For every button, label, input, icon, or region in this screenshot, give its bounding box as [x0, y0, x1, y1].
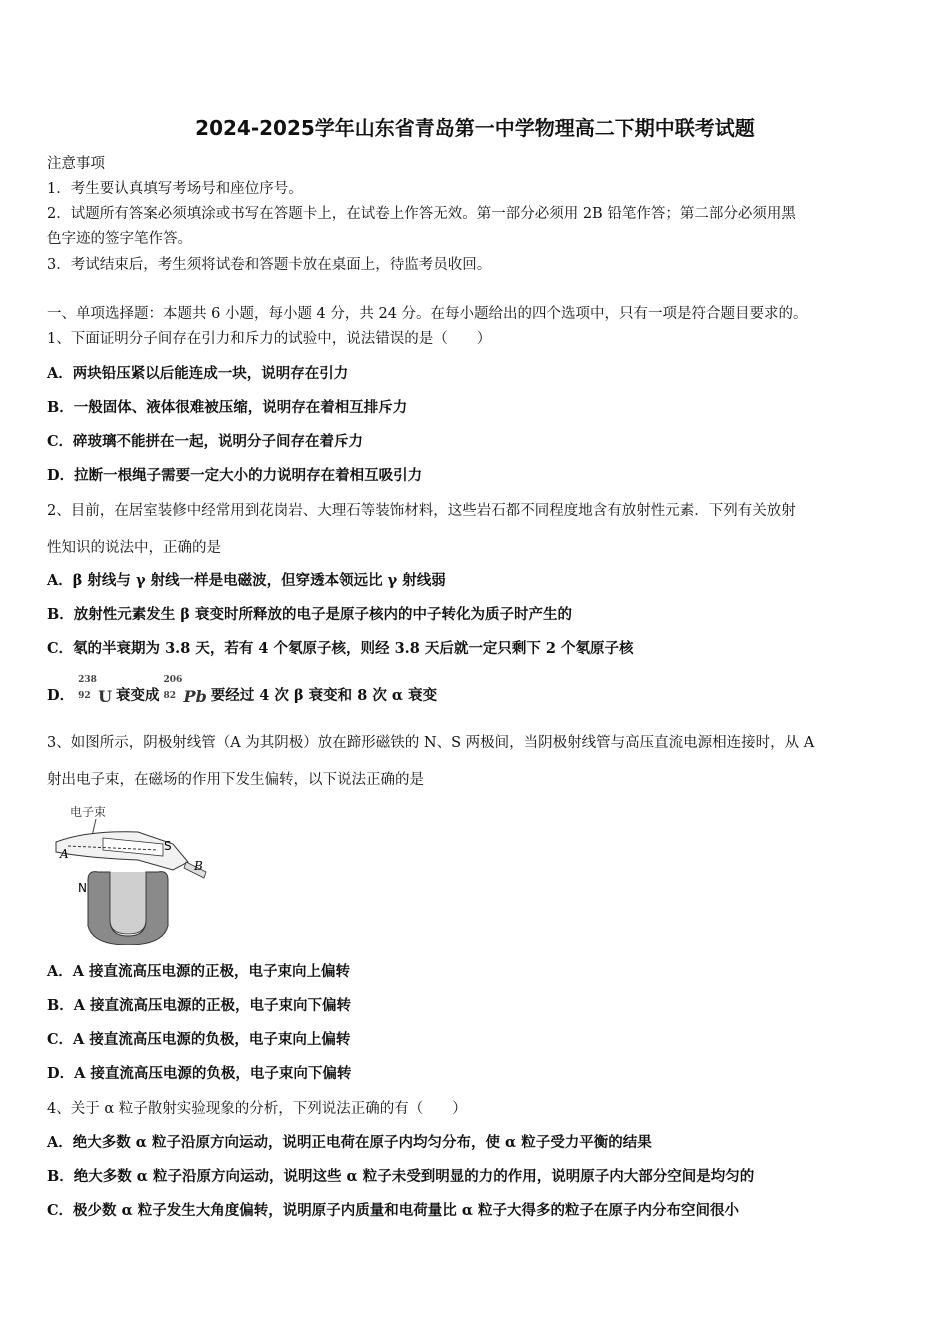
notice-item: 色字迹的签字笔作答。	[47, 231, 192, 247]
uranium-isotope	[78, 674, 113, 706]
atomic-number: 92	[78, 690, 91, 701]
q4-stem: 4、关于 α 粒子散射实验现象的分析，下列说法正确的有（ ）	[47, 1101, 467, 1117]
q4-option-c: C．极少数 α 粒子发生大角度偏转，说明原子内质量和电荷量比 α 粒子大得多的粒子在原子内分布空间很小	[47, 1202, 740, 1219]
q3-option-d: D．A 接直流高压电源的负极，电子束向下偏转	[47, 1065, 352, 1082]
notice-item: 3．考试结束后，考生须将试卷和答题卡放在桌面上，待监考员收回。	[47, 257, 492, 273]
q3-stem-cont: 射出电子束，在磁场的作用下发生偏转，以下说法正确的是	[47, 772, 424, 788]
q4-option-a: A．绝大多数 α 粒子沿原方向运动，说明正电荷在原子内均匀分布，使 α 粒子受力平衡的结果	[47, 1134, 652, 1151]
q1-option-d: D．拉断一根绳子需要一定大小的力说明存在着相互吸引力	[47, 467, 423, 484]
q2-stem-cont: 性知识的说法中，正确的是	[47, 540, 221, 556]
q3-option-c: C．A 接直流高压电源的负极，电子束向上偏转	[47, 1031, 351, 1048]
lead-isotope	[163, 674, 207, 706]
section-heading: 一、单项选择题：本题共 6 小题，每小题 4 分，共 24 分。在每小题给出的四个选项中，只有一项是符合题目要求的。	[47, 306, 808, 322]
q2-option-a: A．β 射线与 γ 射线一样是电磁波，但穿透本领远比 γ 射线弱	[47, 572, 446, 589]
q2-option-b: B．放射性元素发生 β 衰变时所释放的电子是原子核内的中子转化为质子时产生的	[47, 606, 572, 623]
cathode-ray-tube-figure	[48, 800, 213, 945]
q3-option-b: B．A 接直流高压电源的正极，电子束向下偏转	[47, 997, 352, 1014]
q4-option-b: B．绝大多数 α 粒子沿原方向运动，说明这些 α 粒子未受到明显的力的作用，说明原子内大部分空间是均匀的	[47, 1168, 755, 1185]
label-n-pole: N	[78, 881, 87, 895]
label-s-pole: S	[164, 839, 172, 853]
q2-option-d	[47, 674, 438, 706]
notice-heading: 注意事项	[47, 156, 105, 172]
q1-option-c: C．碎玻璃不能拼在一起，说明分子间存在着斥力	[47, 433, 364, 450]
q2-option-c: C．氡的半衰期为 3.8 天，若有 4 个氡原子核，则经 3.8 天后就一定只剩下 2 个氡原子核	[47, 640, 634, 657]
page-title: 2024-2025学年山东省青岛第一中学物理高二下期中联考试题	[195, 116, 755, 140]
magnet-inner	[110, 872, 146, 934]
mass-number: 206	[163, 674, 183, 685]
option-d-prefix: D．	[47, 687, 75, 704]
q3-option-a: A．A 接直流高压电源的正极，电子束向上偏转	[47, 963, 351, 980]
atomic-number: 82	[163, 690, 177, 701]
option-d-suffix: 要经过 4 次 β 衰变和 8 次 α 衰变	[210, 687, 438, 704]
notice-item: 1．考生要认真填写考场号和座位序号。	[47, 181, 303, 197]
option-d-mid: 衰变成	[116, 687, 160, 704]
mass-number: 238	[78, 674, 97, 685]
element-symbol: U	[98, 686, 113, 706]
q1-option-a: A．两块铅压紧以后能连成一块，说明存在引力	[47, 365, 349, 382]
label-b: B	[194, 859, 203, 873]
element-symbol: Pb	[183, 686, 207, 706]
q1-option-b: B．一般固体、液体很难被压缩，说明存在着相互排斥力	[47, 399, 408, 416]
q2-stem: 2、目前，在居室装修中经常用到花岗岩、大理石等装饰材料，这些岩石都不同程度地含有放射性元素．下列有关放射	[47, 503, 796, 519]
label-electron-beam: 电子束	[70, 805, 107, 819]
q1-stem: 1、下面证明分子间存在引力和斥力的试验中，说法错误的是（ ）	[47, 331, 492, 347]
label-a: A	[60, 847, 69, 861]
notice-item: 2．试题所有答案必须填涂或书写在答题卡上，在试卷上作答无效。第一部分必须用 2B 铅笔作答；第二部分必须用黑	[47, 206, 796, 222]
q3-stem: 3、如图所示，阴极射线管（A 为其阴极）放在蹄形磁铁的 N、S 两极间，当阴极射线管与高压直流电源相连接时，从 A	[47, 735, 815, 751]
